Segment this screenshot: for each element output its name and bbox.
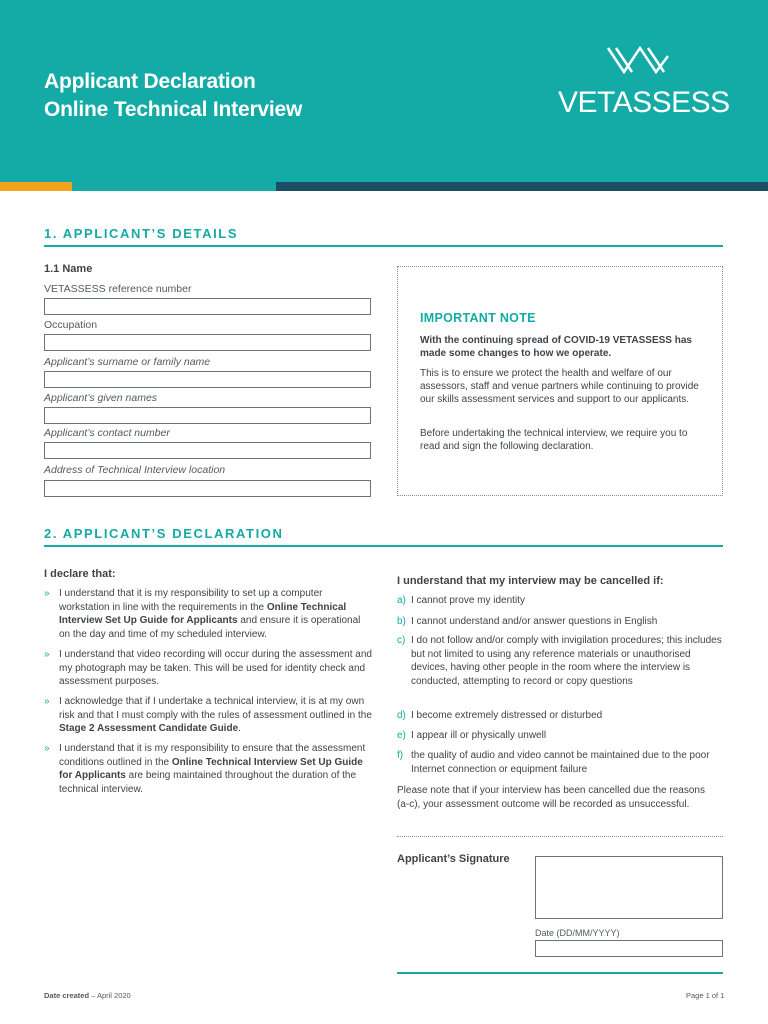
interview-address-label: Address of Technical Interview location	[44, 464, 226, 476]
signature-divider	[397, 836, 723, 837]
date-label: Date (DD/MM/YYYY)	[535, 928, 620, 938]
cancellation-text: I cannot understand and/or answer questions in English	[411, 616, 658, 627]
cancellation-item	[397, 594, 727, 608]
cancellation-text: the quality of audio and video cannot be maintained due to the poor Internet connection or equipment failure	[411, 750, 710, 775]
declaration-text: are being maintained throughout the duration of the technical interview.	[59, 770, 357, 795]
accent-stripe-orange	[0, 182, 72, 191]
occupation-label: Occupation	[44, 319, 98, 331]
setup-guide-reference: Online Technical Interview Set Up Guide for Applicants	[59, 756, 363, 781]
accent-stripe-teal	[72, 182, 276, 191]
declare-heading: I declare that:	[44, 568, 116, 580]
page-number: Page 1 of 1	[686, 991, 725, 1000]
section2-rule	[44, 545, 723, 547]
vetassess-logo	[558, 42, 730, 122]
item-marker: f)	[397, 750, 404, 761]
important-note-title: IMPORTANT NOTE	[420, 311, 536, 325]
given-names-input[interactable]	[44, 407, 371, 424]
section1-rule	[44, 245, 723, 247]
cancellation-note: Please note that if your interview has been cancelled due the reasons (a-c), your assessment outcome will be recorded as unsuccessful.	[397, 785, 705, 810]
cancellation-item	[397, 634, 727, 688]
cancellation-text: I cannot prove my identity	[411, 595, 525, 606]
cancellation-heading: I understand that my interview may be cancelled if:	[397, 575, 664, 587]
occupation-input[interactable]	[44, 334, 371, 351]
cancellation-text: I do not follow and/or comply with invigilation procedures; this includes but not limited to using any reference materials or unauthorised devices, having other people in the room where the interview is conducted, attempting to record or copy questions	[411, 635, 722, 687]
logo-text: VETASSESS	[558, 86, 730, 119]
important-note-box	[397, 266, 723, 496]
name-subheading: 1.1 Name	[44, 263, 93, 275]
declaration-text: I understand that video recording will occur during the assessment and my photograph may be taken. This will be used for identity check and assessment purposes.	[59, 649, 372, 687]
cancellation-item	[397, 749, 727, 776]
item-marker: c)	[397, 635, 406, 646]
reference-number-label: VETASSESS reference number	[44, 283, 192, 295]
reference-number-input[interactable]	[44, 298, 371, 315]
item-marker: b)	[397, 616, 406, 627]
given-names-label: Applicant’s given names	[44, 392, 158, 404]
section2-heading: 2. APPLICANT’S DECLARATION	[44, 526, 284, 541]
date-input[interactable]	[535, 940, 723, 957]
bullet-marker-icon: »	[44, 649, 50, 660]
cancellation-text: I become extremely distressed or disturbed	[411, 710, 603, 721]
bullet-marker-icon: »	[44, 743, 50, 754]
document-title-line1: Applicant Declaration	[44, 70, 256, 93]
item-marker: e)	[397, 730, 406, 741]
setup-guide-reference: Online Technical Interview Set Up Guide for Applicants	[59, 601, 347, 626]
item-marker: d)	[397, 710, 406, 721]
declaration-item	[44, 742, 374, 796]
header-banner	[0, 0, 768, 182]
important-note-lead: With the continuing spread of COVID-19 VETASSESS has made some changes to how we operate.	[420, 335, 692, 359]
section1-heading: 1. APPLICANT’S DETAILS	[44, 226, 239, 241]
cancellation-item	[397, 615, 727, 629]
declaration-text: .	[238, 723, 241, 734]
document-title-line2: Online Technical Interview	[44, 98, 303, 121]
declaration-text: I acknowledge that if I undertake a technical interview, it is at my own risk and that I must comply with the rules of assessment outlined in the	[59, 696, 372, 721]
date-created-label: Date created	[44, 991, 90, 1000]
bottom-rule	[397, 972, 723, 974]
bullet-marker-icon: »	[44, 696, 50, 707]
cancellation-item	[397, 729, 727, 743]
important-note-paragraph1: This is to ensure we protect the health and welfare of our assessors, staff and venue partners while continuing to provide our skills assessment services and support to our applicants.	[420, 368, 699, 405]
declaration-text: I understand that it is my responsibility to set up a computer workstation in line with the requirements in the	[59, 588, 323, 613]
signature-label: Applicant’s Signature	[397, 853, 510, 865]
contact-number-input[interactable]	[44, 442, 371, 459]
logo-chevron-icon	[604, 42, 674, 82]
declaration-item	[44, 648, 374, 689]
declaration-item	[44, 695, 374, 736]
date-created	[44, 991, 131, 1000]
declaration-item	[44, 587, 374, 641]
surname-label: Applicant’s surname or family name	[44, 356, 211, 368]
bullet-marker-icon: »	[44, 588, 50, 599]
declaration-text: I understand that it is my responsibility to ensure that the assessment conditions outlined in the	[59, 743, 366, 768]
signature-field[interactable]	[535, 856, 723, 919]
item-marker: a)	[397, 595, 406, 606]
surname-input[interactable]	[44, 371, 371, 388]
candidate-guide-reference: Stage 2 Assessment Candidate Guide	[59, 723, 239, 734]
cancellation-text: I appear ill or physically unwell	[411, 730, 547, 741]
important-note-paragraph2: Before undertaking the technical interview, we require you to read and sign the following declaration.	[420, 428, 688, 452]
accent-stripe-navy	[276, 182, 768, 191]
contact-number-label: Applicant’s contact number	[44, 427, 170, 439]
declaration-text: and ensure it is operational on the day and time of my scheduled interview.	[59, 615, 361, 640]
date-created-value: – April 2020	[89, 991, 131, 1000]
cancellation-item	[397, 709, 727, 723]
interview-address-input[interactable]	[44, 480, 371, 497]
